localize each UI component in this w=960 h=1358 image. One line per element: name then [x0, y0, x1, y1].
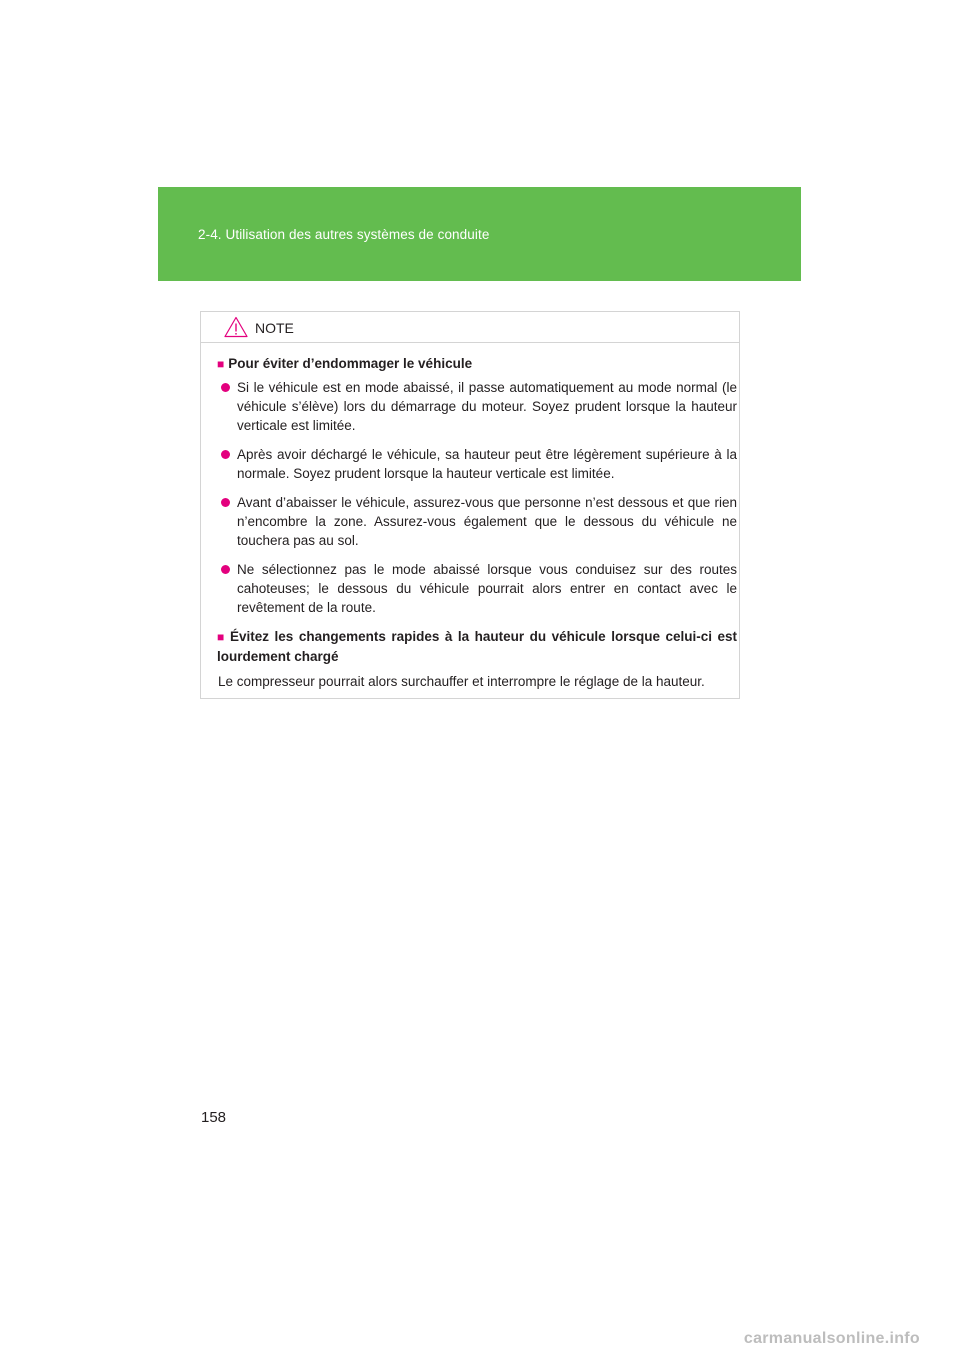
note-header — [201, 312, 739, 343]
topic-1-text: Pour éviter d’endommager le véhicule — [228, 356, 473, 371]
note-box — [200, 311, 740, 699]
page-number: 158 — [201, 1109, 227, 1126]
watermark: carmanualsonline.info — [743, 1330, 920, 1347]
section-title: 2-4. Utilisation des autres systèmes de conduite — [198, 227, 490, 242]
square-bullet-icon: ■ — [217, 630, 227, 644]
note-body — [217, 354, 737, 691]
note-topic-heading — [217, 354, 737, 374]
round-bullet-icon — [221, 565, 230, 574]
list-item — [217, 445, 737, 483]
list-item-text: Après avoir déchargé le véhicule, sa hauteur peut être légèrement supérieure à la normale. Soyez prudent lorsque la hauteur verticale est limitée. — [237, 447, 737, 481]
topic-2-body: Le compresseur pourrait alors surchauffer et interrompre le réglage de la hauteur. — [218, 674, 705, 689]
square-bullet-icon: ■ — [217, 357, 225, 371]
list-item — [217, 378, 737, 435]
round-bullet-icon — [221, 450, 230, 459]
round-bullet-icon — [221, 498, 230, 507]
list-item-text: Avant d’abaisser le véhicule, assurez-vous que personne n’est dessous et que rien n’encombre la zone. Assurez-vous également que le dessous du véhicule ne touchera pas au sol. — [237, 495, 737, 548]
note-title: NOTE — [255, 320, 294, 336]
list-item-text: Ne sélectionnez pas le mode abaissé lorsque vous conduisez sur des routes cahoteuses; le dessous du véhicule pourrait alors entrer en contact avec le revêtement de la route. — [237, 562, 737, 615]
section-header-band — [158, 187, 801, 281]
topic-2-text: Évitez les changements rapides à la hauteur du véhicule lorsque celui-ci est lourdement chargé — [217, 629, 738, 664]
warning-triangle-icon — [224, 316, 248, 338]
list-item-text: Si le véhicule est en mode abaissé, il passe automatiquement au mode normal (le véhicule s’élève) lors du démarrage du moteur. Soyez prudent lorsque la hauteur verticale est limitée. — [237, 380, 737, 433]
list-item — [217, 493, 737, 550]
list-item — [217, 560, 737, 617]
round-bullet-icon — [221, 383, 230, 392]
note-topic-heading — [217, 627, 737, 666]
